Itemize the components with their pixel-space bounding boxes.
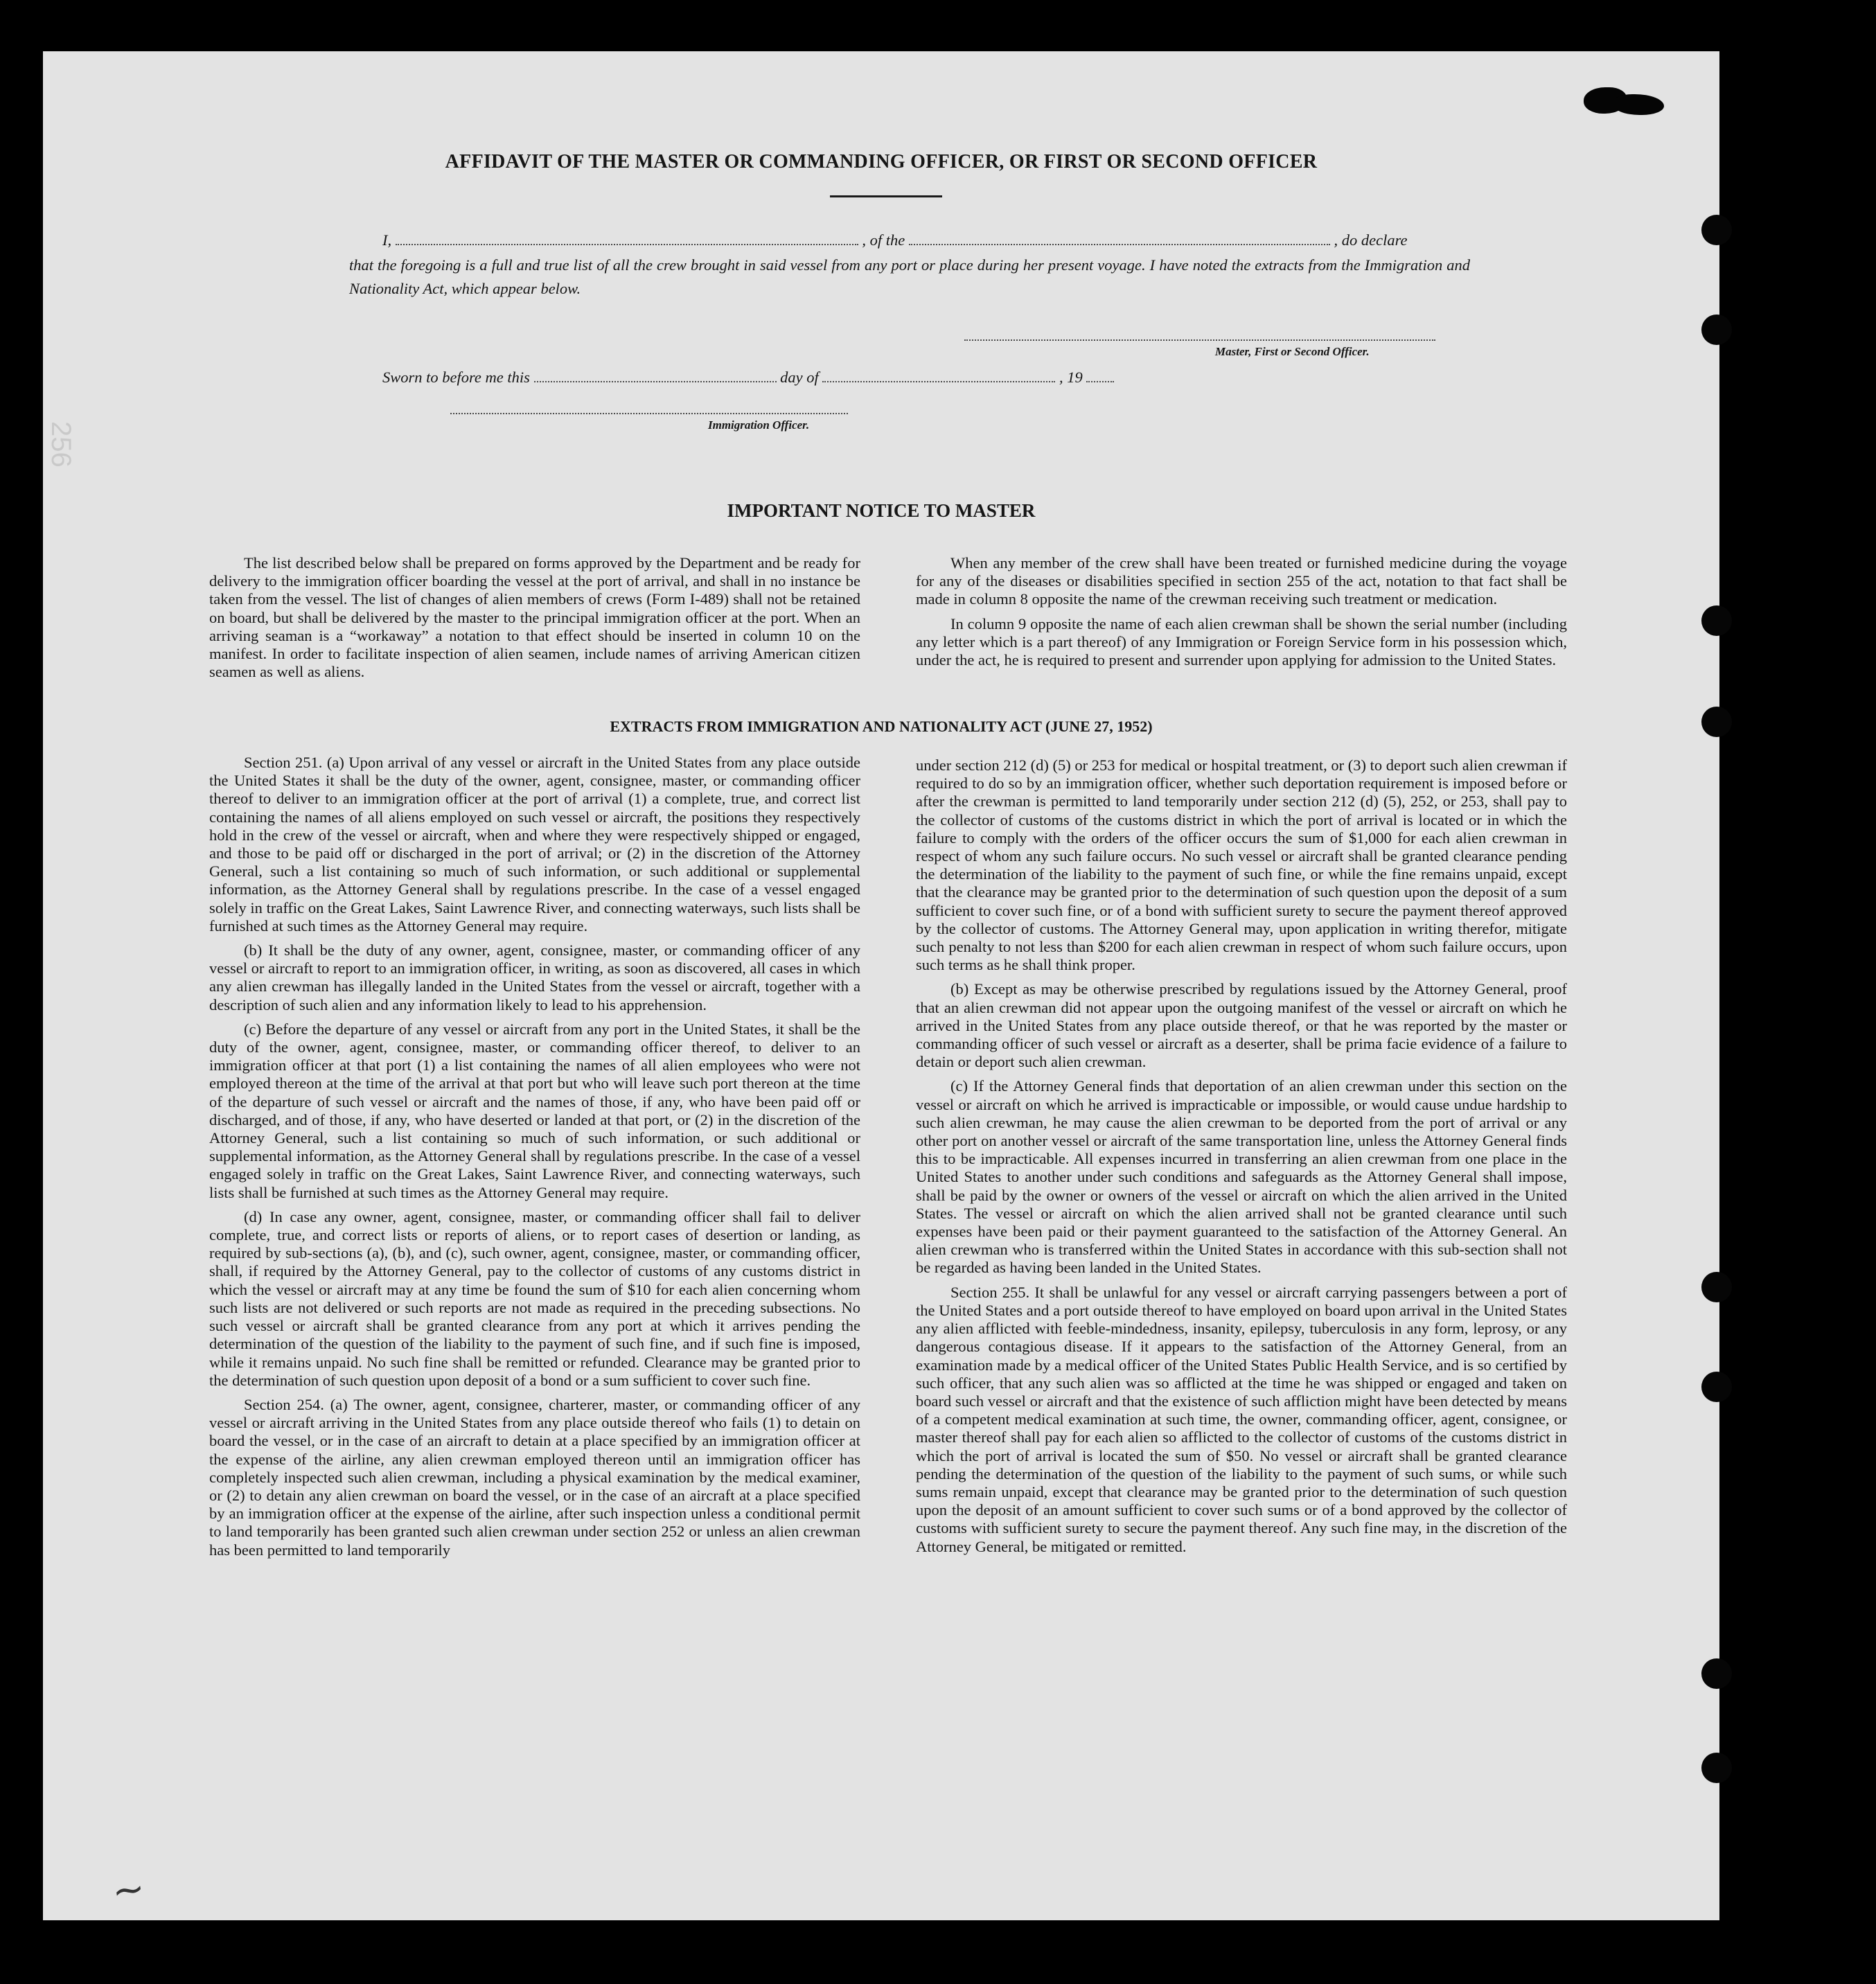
act-paragraph: under section 212 (d) (5) or 253 for medical or hospital treatment, or (3) to deport such alien crewman if required to do so by an immigration officer, whether such deportation requirement is imposed before or after the crewman is permitted to land temporarily under section 212 (d) (5), 252, or 253, shall pay to the collector of customs of the customs district in which the port of arrival is located or in which the failure to comply with the orders of the officer occurs the sum of $1,000 for each alien crewman in respect of whom any such failure occurs. No such vessel or aircraft shall be granted clearance pending the determination of the liability to the payment of such fine, or while the fine remains unpaid, except that the clearance may be granted prior to the determination of such question upon the deposit of a sum sufficient to cover such fine, or of a bond with sufficient surety to secure the payment thereof approved by the collector of customs. The Attorney General may, upon application in writing therefor, mitigate such penalty to not less than $200 for each alien crewman in respect of whom such failure occurs, upon such terms as he shall think proper. [916, 756, 1567, 974]
binder-hole [1701, 1753, 1732, 1783]
notice-paragraph: The list described below shall be prepared on forms approved by the Department and be ready for delivery to the immigration officer boarding the vessel at the port of arrival, and shall in no instance be taken from the vessel. The list of changes of alien members of crews (Form I-489) shall not be retained on board, but shall be delivered by the master to the principal immigration officer at the port. When an arriving seaman is a “workaway” a notation to that effect should be inserted in column 10 on the manifest. In order to facilitate inspection of alien seamen, include names of arriving American citizen seamen as well as aliens. [209, 554, 860, 681]
sworn-year-field[interactable] [1086, 363, 1114, 382]
document-page [43, 51, 1719, 1920]
binder-hole [1701, 1658, 1732, 1689]
notice-paragraph: When any member of the crew shall have been treated or furnished medicine during the voyage for any of the diseases or disabilities specified in section 255 of the act, notation to that fact shall be made in column 8 opposite the name of the crewman receiving such treatment or medication. [916, 554, 1567, 608]
binder-hole [1701, 1272, 1732, 1302]
act-paragraph: Section 251. (a) Upon arrival of any vessel or aircraft in the United States from any place outside the United States it shall be the duty of the owner, agent, consignee, master, or commanding officer thereof to deliver to an immigration officer at the port of arrival (1) a complete, true, and correct list containing the names of all aliens employed on such vessel or aircraft, the positions they respectively hold in the crew of the vessel or aircraft, when and where they were respectively shipped or engaged, and those to be paid off or discharged in the port of arrival; or (2) in the discretion of the Attorney General, such a list containing so much of such information, or such additional or supplemental information, as the Attorney General shall by regulations prescribe. In the case of a vessel engaged solely in traffic on the Great Lakes, Saint Lawrence River, and connecting waterways, such lists shall be furnished at such times as the Attorney General may require. [209, 754, 860, 935]
sworn-prefix: Sworn to before me this [382, 369, 530, 386]
of-the-label: , of the [862, 231, 905, 249]
day-of-label: day of [780, 369, 819, 386]
act-paragraph: (b) Except as may be otherwise prescribed by regulations issued by the Attorney General, proof that an alien crewman did not appear upon the outgoing manifest of the vessel or aircraft on which he arrived in the United States from any place outside thereof, or that he was reported by the master or commanding officer of such vessel or aircraft as a deserter, shall be prima facie evidence of a failure to detain or deport such alien crewman. [916, 980, 1567, 1071]
master-signature-field[interactable] [964, 339, 1435, 341]
act-paragraph: (d) In case any owner, agent, consignee, master, or commanding officer shall fail to deliver complete, true, and correct lists or reports of aliens, or to report cases of desertion or landing, as required by sub-sections (a), (b), and (c), such owner, agent, consignee, master, or commanding officer, shall, if required by the Attorney General, pay to the collector of customs of any customs district in which the vessel or aircraft may at any time be found the sum of $10 for each alien concerning whom such lists are not delivered or such reports are not made as required in the preceding subsections. No such vessel or aircraft shall be granted clearance from any port at which it arrives pending the determination of the question of the liability to the payment of such fine, and if such fine is imposed, while it remains unpaid. No such fine shall be remitted or refunded. Clearance may be granted prior to the determination of such question upon deposit of a bond or a sum sufficient to cover such fine. [209, 1207, 860, 1389]
ink-blot [1613, 94, 1664, 115]
act-paragraph: Section 255. It shall be unlawful for any vessel or aircraft carrying passengers between a port of the United States and a port outside thereof to have employed on board upon arrival in the United States any alien afflicted with feeble-mindedness, insanity, epilepsy, tuberculosis in any form, leprosy, or any dangerous contagious disease. If it appears to the satisfaction of the Attorney General, from an examination made by a medical officer of the United States Public Health Service, and is so certified by such officer, that any such alien was so afflicted at the time he was shipped or engaged and taken on board such vessel or aircraft and that the existence of such affliction might have been detected by means of a competent medical examination at such time, the owner, commanding officer, agent, consignee, or master thereof shall pay for each alien so afflicted to the collector of customs of the customs district in which the port of arrival is located the sum of $50. No vessel or aircraft shall be granted clearance pending the determination of the question of the liability to the payment of such sums, or while such sums remain unpaid, except that clearance may be granted prior to the determination of such question upon the deposit of an amount sufficient to cover such sums or of a bond approved by the collector of customs with sufficient surety to secure the payment thereof. Any such fine may, in the discretion of the Attorney General, be mitigated or remitted. [916, 1283, 1567, 1555]
act-paragraph: (c) If the Attorney General finds that deportation of an alien crewman under this section on the vessel or aircraft on which he arrived is impracticable or impossible, or would cause undue hardship to such alien crewman, he may cause the alien crewman to be deported from the port of arrival or any other port on another vessel or aircraft of the same transportation line, unless the Attorney General finds this to be impracticable. All expenses incurred in transferring an alien crewman from one place in the United States to another under such conditions and safeguards as the Attorney General shall impose, shall be paid by the owner or owners of the vessel or aircraft on which the alien arrived in the United States. The vessel or aircraft on which the alien arrived shall not be granted clearance until such expenses have been paid or their payment guaranteed to the satisfaction of the Attorney General. An alien crewman who is transferred within the United States in accordance with this sub-section shall not be regarded as having been landed in the United States. [916, 1077, 1567, 1277]
declaration-line [382, 226, 1470, 249]
act-paragraph: Section 254. (a) The owner, agent, consignee, charterer, master, or commanding officer of any vessel or aircraft arriving in the United States from any place outside thereof who fails (1) to detain on board the vessel, or in the case of an aircraft to detain at a place specified by an immigration officer at the expense of the airline, any alien crewman employed thereon until an immigration officer has completely inspected such alien crewman, including a physical examination by the medical examiner, or (2) to detain any alien crewman on board the vessel, or in the case of an aircraft at a place specified by an immigration officer at the expense of the airline, after such inspection unless a conditional permit to land temporarily has been granted such alien crewman under section 252 or unless an alien crewman has been permitted to land temporarily [209, 1395, 860, 1559]
margin-stamp-number: 256 [46, 421, 76, 468]
extracts-left-column [209, 754, 860, 1566]
extracts-title: EXTRACTS FROM IMMIGRATION AND NATIONALITY ACT (JUNE 27, 1952) [610, 718, 1153, 735]
binder-hole [1701, 215, 1732, 245]
notice-left-column [209, 554, 860, 687]
sworn-month-field[interactable] [822, 363, 1055, 382]
name-field[interactable] [396, 226, 858, 245]
binder-hole [1701, 605, 1732, 636]
binder-hole [1701, 1372, 1732, 1402]
sworn-day-field[interactable] [534, 363, 777, 382]
notice-paragraph: In column 9 opposite the name of each alien crewman shall be shown the serial number (including any letter which is a part thereof) of any Immigration or Foreign Service form in his possession which, under the act, he is required to present and surrender upon applying for admission to the United States. [916, 614, 1567, 669]
vessel-field[interactable] [909, 226, 1330, 245]
year-label: , 19 [1059, 369, 1083, 386]
i-label: I, [382, 231, 392, 249]
do-declare-label: , do declare [1334, 231, 1408, 249]
handwritten-mark: ~ [109, 1866, 148, 1915]
affidavit-title: AFFIDAVIT OF THE MASTER OR COMMANDING OFFICER, OR FIRST OR SECOND OFFICER [445, 151, 1318, 172]
officer-signature-label: Immigration Officer. [708, 418, 810, 432]
declaration-text: that the foregoing is a full and true list of all the crew brought in said vessel from any port or place during her present voyage. I have noted the extracts from the Immigration and Nationality Act, which appear below. [349, 256, 1470, 297]
binder-hole [1701, 315, 1732, 345]
master-signature-label: Master, First or Second Officer. [1215, 345, 1370, 358]
notice-right-column [916, 554, 1567, 675]
sworn-line [382, 363, 1114, 387]
extracts-right-column [916, 756, 1567, 1562]
officer-signature-field[interactable] [450, 413, 848, 414]
title-rule [830, 195, 942, 197]
notice-title: IMPORTANT NOTICE TO MASTER [727, 500, 1036, 521]
act-paragraph: (c) Before the departure of any vessel or aircraft from any port in the United States, it shall be the duty of the owner, agent, consignee, master, or commanding officer thereof, to deliver to an immigration officer at that port (1) a list containing the names of all alien employees who were not employed thereon at the time of the arrival at that port but who will leave such port thereon at the time of the departure of such vessel or aircraft and the names of those, if any, who have been paid off or discharged, and of those, if any, who have deserted or landed at that port, or (2) in the discretion of the Attorney General, such a list containing so much of such information, or such additional or supplemental information, as the Attorney General shall by regulations prescribe. In the case of a vessel engaged solely in traffic on the Great Lakes, Saint Lawrence River, and connecting waterways, such lists shall be furnished at such times as the Attorney General may require. [209, 1020, 860, 1201]
act-paragraph: (b) It shall be the duty of any owner, agent, consignee, master, or commanding officer of any vessel or aircraft to report to an immigration officer, in writing, as soon as discovered, all cases in which any alien crewman has illegally landed in the United States from the vessel or aircraft, together with a description of such alien and any information likely to lead to his apprehension. [209, 941, 860, 1013]
